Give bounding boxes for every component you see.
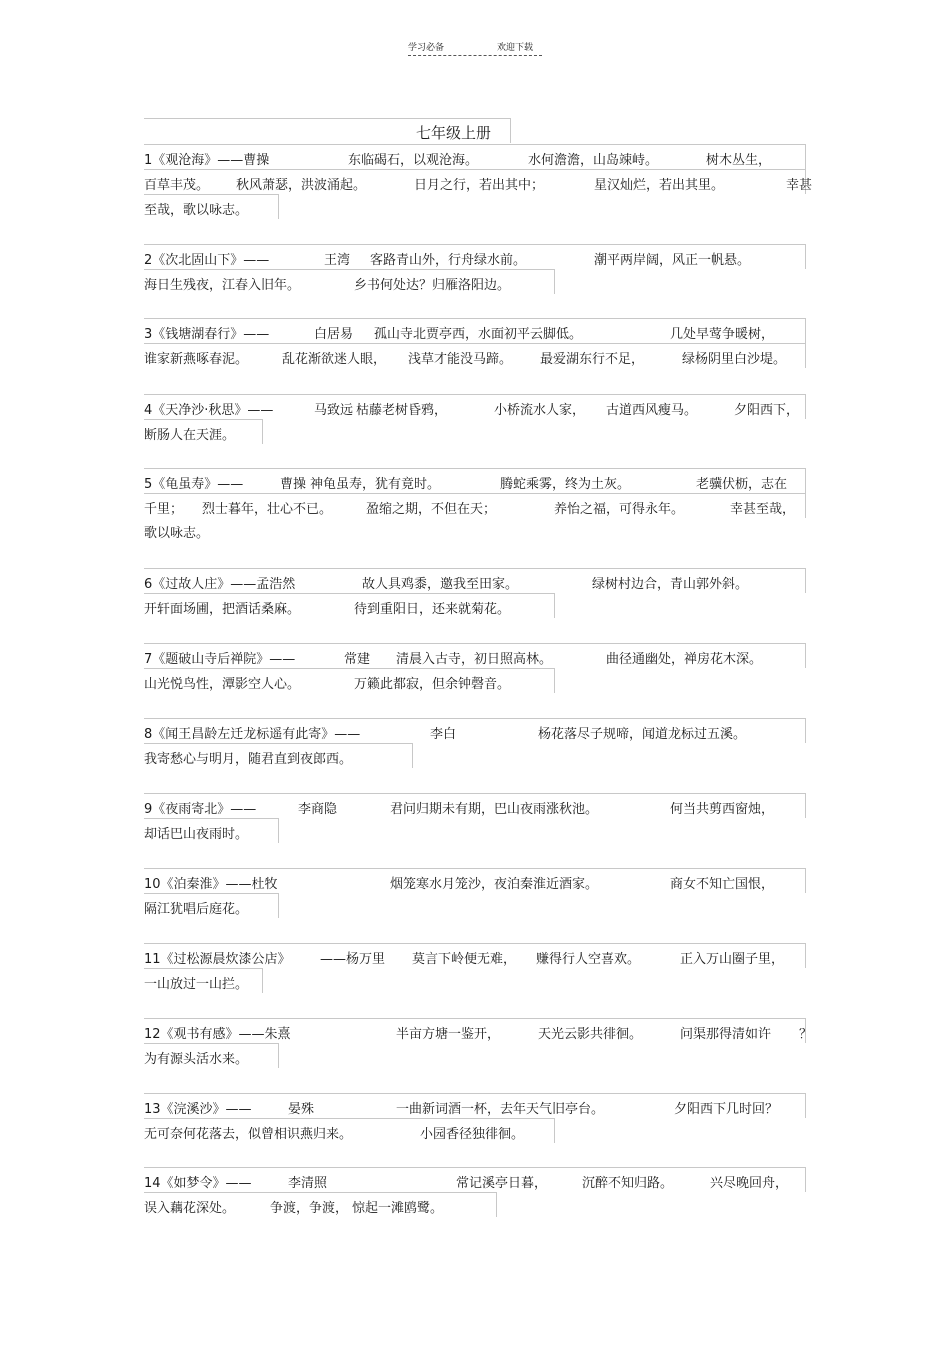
poem-text-segment: 日月之行，若出其中； — [414, 178, 545, 193]
poem-text-segment: 万籁此都寂，但余钟磬音。 — [354, 677, 511, 692]
poem-line — [144, 668, 555, 693]
poem-text-segment: 李白 — [430, 727, 457, 742]
poem-text-segment: 莫言下岭便无难， — [412, 952, 517, 967]
poem-line — [144, 818, 279, 843]
poem-block — [144, 1093, 805, 1143]
page-header — [408, 40, 542, 56]
poem-line — [144, 793, 806, 818]
poem-heading: 4《天净沙·秋思》—— — [144, 403, 274, 418]
poem-line — [144, 718, 806, 743]
poem-text-segment: 老骥伏枥，志在 — [696, 477, 788, 492]
poem-text-segment: 腾蛇乘雾，终为土灰。 — [500, 477, 631, 492]
poem-text-segment: 浅草才能没马蹄。 — [408, 352, 513, 367]
poem-text-segment: 李清照 — [288, 1176, 328, 1191]
poem-line — [144, 493, 806, 518]
poem-text-segment: 歌以咏志。 — [144, 526, 210, 541]
poem-text-segment: 何当共剪西窗烛， — [670, 802, 775, 817]
poem-block — [144, 244, 805, 294]
poem-line — [144, 1192, 497, 1217]
poem-text-segment: 常记溪亭日暮， — [456, 1176, 548, 1191]
poem-text-segment: 谁家新燕啄春泥。 — [144, 352, 249, 367]
poem-line — [144, 194, 279, 219]
poem-heading: 7《题破山寺后禅院》—— — [144, 652, 296, 667]
poem-text-segment: 幸甚 — [786, 178, 813, 193]
poem-text-segment: 问渠那得清如许 — [680, 1027, 772, 1042]
poem-text-segment: 养怡之福，可得永年。 — [554, 502, 685, 517]
poem-text-segment: 无可奈何花落去，似曾相识燕归来。 — [144, 1127, 353, 1142]
poem-block — [144, 568, 805, 618]
poem-text-segment: 乱花渐欲迷人眼， — [282, 352, 387, 367]
poem-text-segment: 隔江犹唱后庭花。 — [144, 902, 249, 917]
poem-heading: 12《观书有感》——朱熹 — [144, 1027, 291, 1042]
poem-line — [144, 1018, 813, 1043]
poem-line — [144, 893, 279, 918]
poem-text-segment: 千里； — [144, 502, 184, 517]
poem-heading: 13《浣溪沙》—— — [144, 1102, 252, 1117]
poem-text-segment: 为有源头活水来。 — [144, 1052, 249, 1067]
poem-text-segment: 客路青山外，行舟绿水前。 — [370, 253, 527, 268]
poem-text-segment: 最爱湖东行不足， — [540, 352, 645, 367]
poem-text-segment: 烟笼寒水月笼沙，夜泊秦淮近酒家。 — [390, 877, 599, 892]
poem-text-segment: 正入万山圈子里， — [680, 952, 785, 967]
poem-text-segment: 故人具鸡黍，邀我至田家。 — [362, 577, 519, 592]
poem-heading: 8《闻王昌龄左迁龙标遥有此寄》—— — [144, 727, 361, 742]
poem-text-segment: 小园香径独徘徊。 — [420, 1127, 525, 1142]
poem-block — [144, 1167, 805, 1217]
poem-line — [144, 169, 813, 194]
poem-text-segment: 待到重阳日，还来就菊花。 — [354, 602, 511, 617]
poem-line — [144, 743, 413, 768]
poem-text-segment: 幸甚至哉， — [730, 502, 796, 517]
poem-heading: 1《观沧海》——曹操 — [144, 153, 270, 168]
poem-text-segment: 误入藕花深处。 — [144, 1201, 236, 1216]
poem-text-segment: 孤山寺北贾亭西，水面初平云脚低。 — [374, 327, 583, 342]
poem-line — [144, 468, 806, 493]
poem-text-segment: 杨花落尽子规啼，闻道龙标过五溪。 — [538, 727, 747, 742]
poem-text-segment: 几处早莺争暖树， — [670, 327, 775, 342]
poem-text-segment: 星汉灿烂，若出其里。 — [594, 178, 725, 193]
poem-text-segment: 争渡，争渡， — [270, 1201, 349, 1216]
poem-text-segment: 半亩方塘一鉴开， — [396, 1027, 501, 1042]
poem-text-segment: 一曲新词酒一杯，去年天气旧亭台。 — [396, 1102, 605, 1117]
poem-line — [144, 394, 806, 419]
poem-text-segment: 绿树村边合，青山郭外斜。 — [592, 577, 749, 592]
poem-text-segment: 王湾 — [324, 253, 351, 268]
poem-line — [144, 419, 263, 444]
poem-text-segment: 树木丛生， — [706, 153, 772, 168]
poem-line — [144, 1167, 806, 1192]
poem-text-segment: 兴尽晚回舟， — [710, 1176, 789, 1191]
poem-text-segment: 夕阳西下几时回？ — [674, 1102, 779, 1117]
poem-block — [144, 718, 805, 768]
section-title: 七年级上册 — [416, 124, 492, 142]
poem-heading: 10《泊秦淮》——杜牧 — [144, 877, 278, 892]
poem-text-segment: 东临碣石，以观沧海。 — [348, 153, 479, 168]
poem-text-segment: 乡书何处达？归雁洛阳边。 — [354, 278, 511, 293]
poem-line — [144, 968, 263, 993]
poem-text-segment: ——杨万里 — [320, 952, 386, 967]
poem-text-segment: 烈士暮年，壮心不已。 — [202, 502, 333, 517]
poem-heading: 11《过松源晨炊漆公店》 — [144, 952, 291, 967]
poem-line — [144, 269, 555, 294]
poem-block — [144, 1018, 813, 1068]
poem-heading: 2《次北固山下》—— — [144, 253, 270, 268]
poem-text-segment: ？ — [799, 1027, 813, 1042]
poem-text-segment: 水何澹澹，山岛竦峙。 — [528, 153, 659, 168]
poem-block — [144, 318, 805, 368]
poem-line — [144, 943, 806, 968]
poem-line — [144, 244, 806, 269]
poem-line — [144, 1043, 279, 1068]
poem-line — [144, 643, 806, 668]
poem-block — [144, 793, 805, 843]
poem-text-segment: 一山放过一山拦。 — [144, 977, 249, 992]
poem-heading: 6《过故人庄》——孟浩然 — [144, 577, 296, 592]
poem-text-segment: 绿杨阴里白沙堤。 — [682, 352, 787, 367]
poem-block — [144, 868, 805, 918]
poem-text-segment: 马致远 — [314, 403, 354, 418]
poem-heading: 3《钱塘湖春行》—— — [144, 327, 270, 342]
poem-line — [144, 1093, 806, 1118]
poem-text-segment: 夕阳西下， — [734, 403, 800, 418]
poem-text-segment: 至哉，歌以咏志。 — [144, 203, 249, 218]
poem-block — [144, 943, 805, 993]
poem-text-segment: 却话巴山夜雨时。 — [144, 827, 249, 842]
poem-text-segment: 君问归期未有期，巴山夜雨涨秋池。 — [390, 802, 599, 817]
poem-text-segment: 天光云影共徘徊。 — [538, 1027, 643, 1042]
poem-text-segment: 沉醉不知归路。 — [582, 1176, 674, 1191]
poem-text-segment: 晏殊 — [288, 1102, 315, 1117]
poem-line — [144, 343, 806, 368]
poem-text-segment: 白居易 — [314, 327, 354, 342]
poem-line — [144, 144, 806, 169]
poem-line — [144, 593, 555, 618]
poem-block — [144, 144, 813, 219]
section-title-box — [144, 118, 511, 143]
poem-text-segment: 清晨入古寺，初日照高林。 — [396, 652, 553, 667]
poem-block — [144, 643, 805, 693]
poem-text-segment: 山光悦鸟性，潭影空人心。 — [144, 677, 301, 692]
poem-heading: 14《如梦令》—— — [144, 1176, 252, 1191]
poem-text-segment: 海日生残夜，江春入旧年。 — [144, 278, 301, 293]
poem-text-segment: 潮平两岸阔，风正一帆悬。 — [594, 253, 751, 268]
poem-line — [144, 318, 806, 343]
poem-block — [144, 394, 805, 444]
poem-text-segment: 曹操 — [280, 477, 307, 492]
poem-text-segment: 赚得行人空喜欢。 — [536, 952, 641, 967]
poem-text-segment: 盈缩之期，不但在天； — [366, 502, 497, 517]
poem-line — [144, 868, 806, 893]
header-left-text: 学习必备 — [408, 43, 445, 53]
poem-text-segment: 断肠人在天涯。 — [144, 428, 236, 443]
poem-text-segment: 李商隐 — [298, 802, 338, 817]
poem-line — [144, 568, 806, 593]
poem-text-segment: 百草丰茂。 — [144, 178, 210, 193]
poem-block — [144, 468, 805, 542]
poem-text-segment: 我寄愁心与明月，随君直到夜郎西。 — [144, 752, 353, 767]
poem-text-segment: 古道西风瘦马。 — [606, 403, 698, 418]
poem-line — [144, 518, 805, 542]
poem-text-segment: 商女不知亡国恨， — [670, 877, 775, 892]
poem-text-segment: 惊起一滩鸥鹭。 — [352, 1201, 444, 1216]
poem-line — [144, 1118, 555, 1143]
poem-heading: 9《夜雨寄北》—— — [144, 802, 257, 817]
poem-text-segment: 神龟虽寿，犹有竟时。 — [310, 477, 441, 492]
poem-text-segment: 秋风萧瑟，洪波涌起。 — [236, 178, 367, 193]
poem-heading: 5《龟虽寿》—— — [144, 477, 244, 492]
poem-text-segment: 开轩面场圃，把酒话桑麻。 — [144, 602, 301, 617]
poem-text-segment: 小桥流水人家， — [494, 403, 586, 418]
header-right-text: 欢迎下载 — [497, 43, 534, 53]
poem-text-segment: 枯藤老树昏鸦， — [356, 403, 448, 418]
poem-text-segment: 常建 — [344, 652, 371, 667]
poem-text-segment: 曲径通幽处，禅房花木深。 — [606, 652, 763, 667]
